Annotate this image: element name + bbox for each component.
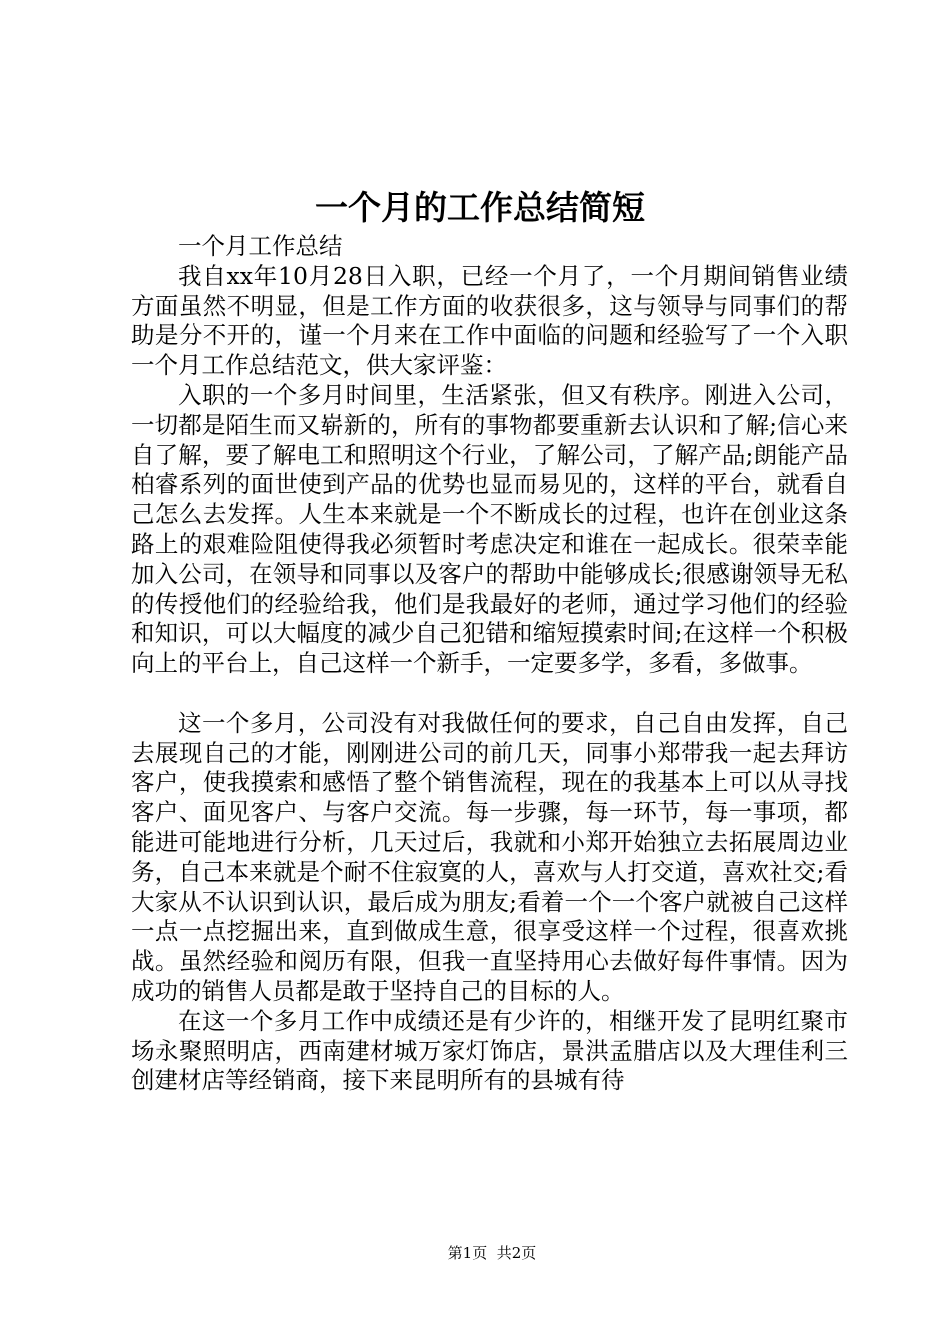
body-paragraph: 入职的一个多月时间里，生活紧张，但又有秩序。刚进入公司，一切都是陌生而又崭新的，所有的事物都要重新去认识和了解;信心来自了解，要了解电工和照明这个行业，了解公司，了解产品;朗能产品柏睿系列的面世使到产品的优势也显而易见的，这样的平台，就看自己怎么去发挥。人生本来就是一个不断成长的过程，也许在创业这条路上的艰难险阻使得我必须暂时考虑决定和谁在一起成长。很荣幸能加入公司，在领导和同事以及客户的帮助中能够成长;很感谢领导无私的传授他们的经验给我，他们是我最好的老师，通过学习他们的经验和知识，可以大幅度的减少自己犯错和缩短摸索时间;在这样一个积极向上的平台上，自己这样一个新手，一定要多学，多看，多做事。 <box>131 380 848 678</box>
body-paragraph: 这一个多月，公司没有对我做任何的要求，自己自由发挥，自己去展现自己的才能，刚刚进公司的前几天，同事小郑带我一起去拜访客户，使我摸索和感悟了整个销售流程，现在的我基本上可以从寻找客户、面见客户、与客户交流。每一步骤，每一环节，每一事项，都能进可能地进行分析，几天过后，我就和小郑开始独立去拓展周边业务，自己本来就是个耐不住寂寞的人，喜欢与人打交道，喜欢社交;看大家从不认识到认识，最后成为朋友;看着一个一个客户就被自己这样一点一点挖掘出来，直到做成生意，很享受这样一个过程，很喜欢挑战。虽然经验和阅历有限，但我一直坚持用心去做好每件事情。因为成功的销售人员都是敢于坚持自己的目标的人。 <box>131 708 848 1005</box>
document-body <box>131 232 848 1096</box>
page-footer <box>0 1243 950 1263</box>
document-title: 一个月的工作总结简短 <box>315 188 645 227</box>
page-total: 共2页 <box>496 1244 537 1262</box>
page-number: 第1页 <box>447 1244 488 1262</box>
body-paragraph: 在这一个多月工作中成绩还是有少许的，相继开发了昆明红聚市场永聚照明店，西南建材城万家灯饰店，景洪孟腊店以及大理佳利三创建材店等经销商，接下来昆明所有的县城有待 <box>131 1006 848 1095</box>
intro-paragraph: 我自xx年10月28日入职，已经一个月了，一个月期间销售业绩方面虽然不明显，但是工作方面的收获很多，这与领导与同事们的帮助是分不开的，谨一个月来在工作中面临的问题和经验写了一个入职一个月工作总结范文，供大家评鉴： <box>131 261 848 380</box>
section-heading: 一个月工作总结 <box>178 232 343 260</box>
